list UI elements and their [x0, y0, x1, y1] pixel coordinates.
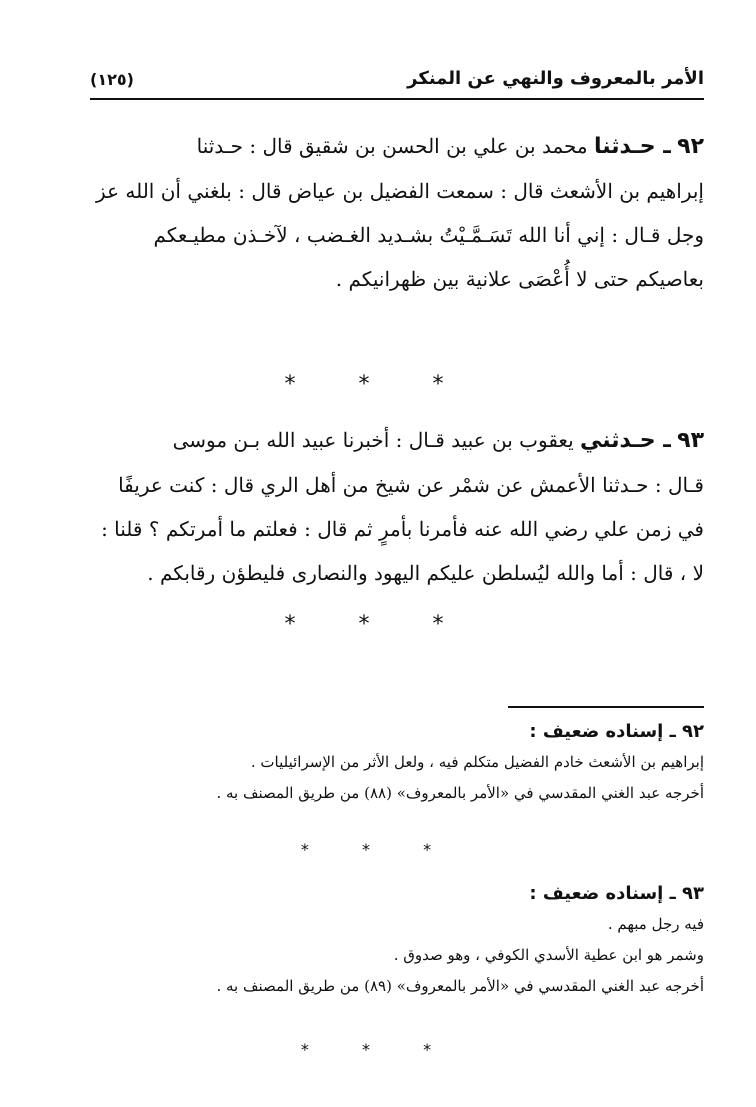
footnote-92-head: ٩٢ ـ إسناده ضعيف : [529, 721, 704, 742]
header-title: الأمر بالمعروف والنهي عن المنكر [407, 68, 704, 89]
hadith-92-line-4: بعاصيكم حتى لا أُعْصَى علانية بين ظهرانيكم . [335, 267, 704, 291]
hadith-92-line-3: وجل قـال : إني أنا الله تَسَـمَّـيْتُ بشـديد الغـضب ، لآخـذن مطيـعكم [153, 223, 704, 247]
footnote-93-line-3: أخرجه عبد الغني المقدسي في «الأمر بالمعروف» (٨٩) من طريق المصنف به . [216, 977, 704, 995]
footnote-93-line-1: فيه رجل مبهم . [607, 915, 704, 933]
hadith-93-line-3: في زمن علي رضي الله عنه فأمرنا بأمرٍ ثم قال : فعلتم ما أمرتكم ؟ قلنا : [101, 517, 704, 541]
footnote-92-line-1: إبراهيم بن الأشعث خادم الفضيل متكلم فيه ، ولعل الأثر من الإسرائيليات . [250, 753, 704, 771]
hadith-92-number: ٩٢ [677, 134, 704, 159]
footnote-separator: * * * [300, 1040, 456, 1059]
footnote-separator: * * * [300, 840, 456, 859]
running-header [90, 64, 704, 100]
hadith-93-number: ٩٣ [677, 428, 704, 453]
section-separator: * * * [284, 372, 472, 397]
footnote-93-head: ٩٣ ـ إسناده ضعيف : [529, 883, 704, 904]
hadith-93-line-4: لا ، قال : أما والله ليُسلطن عليكم اليهود والنصارى فليطؤن رقابكم . [147, 561, 704, 585]
footnote-93 [96, 878, 704, 1002]
hadith-93-lead: ـ حـدثني [580, 428, 671, 453]
hadith-93-line-1 [96, 418, 704, 463]
hadith-93 [96, 418, 704, 595]
hadith-92-line-2: إبراهيم بن الأشعث قال : سمعت الفضيل بن عياض قال : بلغني أن الله عز [96, 179, 704, 203]
footnote-92-line-2: أخرجه عبد الغني المقدسي في «الأمر بالمعروف» (٨٨) من طريق المصنف به . [216, 784, 704, 802]
hadith-92-text: محمد بن علي بن الحسن بن شقيق قال : حـدثنا [196, 134, 588, 158]
hadith-92-line-1 [96, 124, 704, 169]
hadith-93-line-2: قـال : حـدثنا الأعمش عن شمْر عن شيخ من أهل الري قال : كنت عريفًا [118, 473, 704, 497]
footnote-93-line-2: وشمر هو ابن عطية الأسدي الكوفي ، وهو صدوق . [393, 946, 704, 964]
hadith-92-lead: ـ حـدثنا [594, 134, 671, 159]
hadith-93-text: يعقوب بن عبيد قـال : أخبرنا عبيد الله بـن موسى [172, 428, 574, 452]
section-separator: * * * [284, 612, 472, 637]
page-number: (١٢٥) [90, 70, 134, 89]
footnote-92 [96, 716, 704, 809]
hadith-92 [96, 124, 704, 301]
footnote-divider [508, 706, 704, 708]
